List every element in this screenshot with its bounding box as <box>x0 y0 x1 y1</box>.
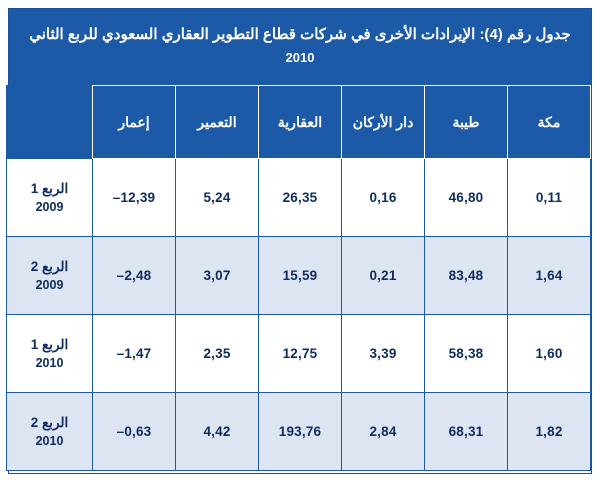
cell-value: 83,48 <box>425 237 508 315</box>
table-row <box>7 237 591 315</box>
cell-value: 0,16 <box>342 159 425 237</box>
column-header-makkah: مكة <box>508 86 591 159</box>
cell-value: 0,11 <box>508 159 591 237</box>
table-title-year: 2010 <box>285 50 315 65</box>
row-header <box>7 315 93 393</box>
cell-value: 0,63– <box>93 393 176 471</box>
row-header-quarter: الربع 1 <box>30 336 69 352</box>
cell-value: 46,80 <box>425 159 508 237</box>
table-frame <box>8 8 592 474</box>
cell-value: 3,07 <box>176 237 259 315</box>
table-row <box>7 393 591 471</box>
cell-value: 1,47– <box>93 315 176 393</box>
row-header <box>7 159 93 237</box>
other-revenues-table <box>6 85 591 471</box>
table-header-row <box>7 86 591 159</box>
row-header-quarter: الربع 2 <box>30 258 69 274</box>
row-header <box>7 237 93 315</box>
table-header <box>7 86 591 159</box>
cell-value: 2,35 <box>176 315 259 393</box>
cell-value: 5,24 <box>176 159 259 237</box>
table-title-main: جدول رقم (4): الإيرادات الأخرى في شركات قطاع التطوير العقاري السعودي للربع الثاني <box>29 25 571 43</box>
cell-value: 68,31 <box>425 393 508 471</box>
cell-value: 1,64 <box>508 237 591 315</box>
column-header-taiba: طيبة <box>425 86 508 159</box>
row-header-year: 2010 <box>35 356 64 371</box>
cell-value: 12,75 <box>259 315 342 393</box>
column-header-emaar: إعمار <box>93 86 176 159</box>
column-header-corner <box>7 86 93 159</box>
table-title <box>27 23 573 70</box>
row-header-year: 2009 <box>35 278 64 293</box>
table-row <box>7 315 591 393</box>
cell-value: 0,21 <box>342 237 425 315</box>
row-header <box>7 393 93 471</box>
cell-value: 58,38 <box>425 315 508 393</box>
row-header-year: 2009 <box>35 200 64 215</box>
cell-value: 12,39– <box>93 159 176 237</box>
cell-value: 4,42 <box>176 393 259 471</box>
column-header-dar-alarkan: دار الأركان <box>342 86 425 159</box>
row-header-year: 2010 <box>35 434 64 449</box>
cell-value: 15,59 <box>259 237 342 315</box>
cell-value: 1,82 <box>508 393 591 471</box>
table-title-bar <box>9 9 591 85</box>
column-header-aqaria: العقارية <box>259 86 342 159</box>
table-body <box>7 159 591 471</box>
row-header-quarter: الربع 1 <box>30 180 69 196</box>
table-row <box>7 159 591 237</box>
column-header-taameer: التعمير <box>176 86 259 159</box>
cell-value: 2,84 <box>342 393 425 471</box>
cell-value: 26,35 <box>259 159 342 237</box>
cell-value: 193,76 <box>259 393 342 471</box>
cell-value: 3,39 <box>342 315 425 393</box>
cell-value: 2,48– <box>93 237 176 315</box>
row-header-quarter: الربع 2 <box>30 414 69 430</box>
cell-value: 1,60 <box>508 315 591 393</box>
